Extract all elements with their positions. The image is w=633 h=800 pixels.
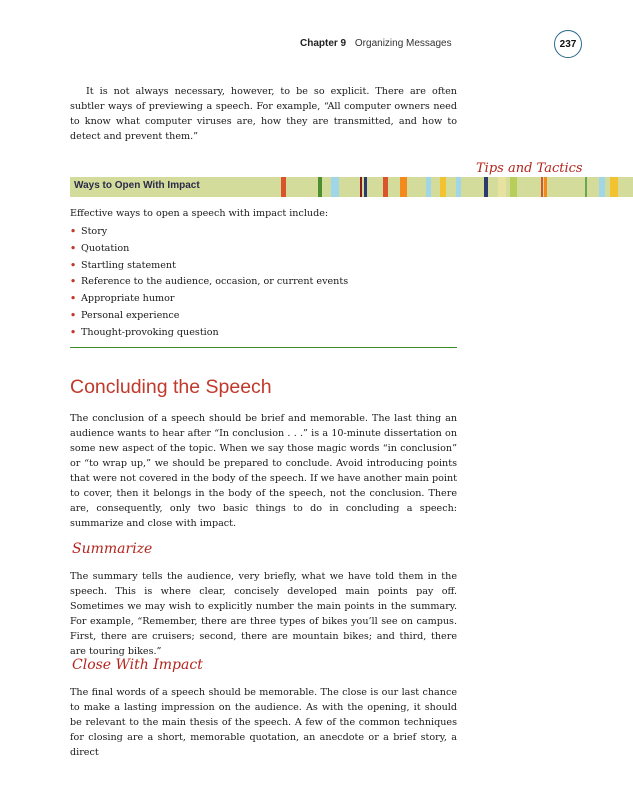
color-stripe bbox=[544, 177, 547, 197]
list-item: • Startling statement bbox=[70, 258, 457, 275]
summarize-heading: Summarize bbox=[72, 541, 153, 557]
chapter-label: Chapter 9 bbox=[300, 38, 347, 49]
color-stripe bbox=[331, 177, 339, 197]
tips-box-divider bbox=[70, 347, 457, 348]
section-paragraph: The conclusion of a speech should be brief and memorable. The last thing an audience wants to hear after “In conclusion . . .” is a 10-minute dissertation on some new aspect of the topic. When we say those magic words “in conclusion” or “to wrap up,” we should be prepared to conclude. Avoid introducing points that were not covered in the body of the speech. If we have another main point to cover, then it belongs in the body of the speech, not the conclusion. There are, consequently, only two basic things to do in concluding a speech: summarize and close with impact. bbox=[70, 413, 457, 529]
tips-label: Tips and Tactics bbox=[476, 161, 583, 176]
color-stripe bbox=[510, 177, 517, 197]
bullet-icon: • bbox=[70, 242, 77, 254]
list-item: • Story bbox=[70, 224, 457, 241]
page-number: 237 bbox=[554, 30, 582, 58]
color-stripe bbox=[400, 177, 407, 197]
summarize-paragraph: The summary tells the audience, very briefly, what we have told them in the speech. This is where clear, concisely developed main points pay off. Sometimes we may wish to explicitly number the main points in the summary. For example, “Remember, there are three types of bikes you’ll see on campus. First, there are cruisers; second, there are mountain bikes; and third, there are touring bikes.” bbox=[70, 571, 457, 657]
tips-box-intro: Effective ways to open a speech with impact include: bbox=[70, 208, 329, 219]
color-stripe bbox=[383, 177, 388, 197]
chapter-title: Organizing Messages bbox=[354, 38, 452, 49]
bullet-icon: • bbox=[70, 276, 77, 288]
list-item: • Reference to the audience, occasion, or current events bbox=[70, 274, 457, 291]
close-paragraph: The final words of a speech should be memorable. The close is our last chance to make a lasting impression on the audience. As with the opening, it should be relevant to the main thesis of the speech. A few of the common techniques for closing are a short, memorable quotation, an anecdote or a brief story, a direct bbox=[70, 687, 457, 758]
bullet-icon: • bbox=[70, 326, 77, 338]
section-heading: Concluding the Speech bbox=[70, 376, 272, 398]
bullet-icon: • bbox=[70, 259, 77, 271]
running-header bbox=[300, 38, 500, 54]
tips-list bbox=[70, 224, 457, 342]
bullet-icon: • bbox=[70, 226, 77, 237]
color-stripe bbox=[440, 177, 446, 197]
color-stripe bbox=[599, 177, 605, 197]
color-stripe bbox=[541, 177, 543, 197]
bullet-icon: • bbox=[70, 293, 77, 305]
list-item: • Appropriate humor bbox=[70, 291, 457, 308]
color-stripe bbox=[585, 177, 587, 197]
list-item: • Quotation bbox=[70, 241, 457, 258]
list-item: • Personal experience bbox=[70, 308, 457, 325]
intro-paragraph: It is not always necessary, however, to be so explicit. There are often subtler ways of previewing a speech. For example, “All computer owners need to know what computer viruses are, how they are transmitted, and how to detect and prevent them.” bbox=[70, 86, 457, 142]
tips-box-title: Ways to Open With Impact bbox=[74, 180, 200, 191]
color-stripe bbox=[364, 177, 367, 197]
color-stripe bbox=[426, 177, 431, 197]
color-stripe bbox=[281, 177, 286, 197]
list-item: • Thought-provoking question bbox=[70, 325, 457, 342]
bullet-icon: • bbox=[70, 309, 77, 321]
color-stripe bbox=[610, 177, 618, 197]
color-stripe bbox=[318, 177, 322, 197]
color-stripe bbox=[498, 177, 506, 197]
color-stripe bbox=[456, 177, 461, 197]
close-heading: Close With Impact bbox=[72, 657, 203, 673]
color-stripe bbox=[484, 177, 488, 197]
color-stripe bbox=[360, 177, 362, 197]
